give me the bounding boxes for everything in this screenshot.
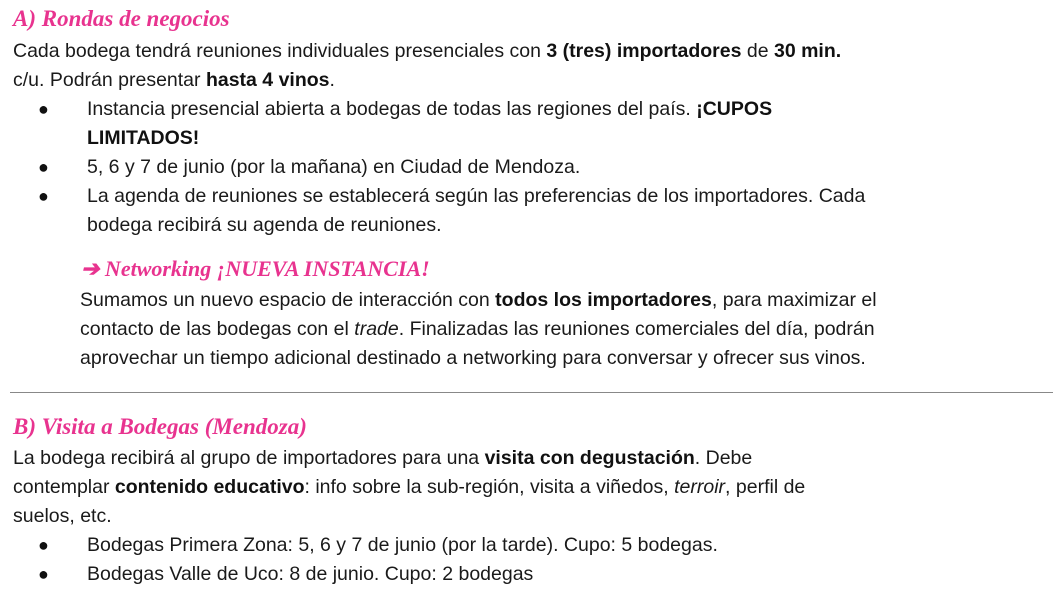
text-run: Instancia presencial abierta a bodegas de todas las regiones del país. bbox=[87, 98, 697, 120]
section-divider bbox=[10, 392, 1053, 393]
section-b-bullet-1: Bodegas Primera Zona: 5, 6 y 7 de junio (por la tarde). Cupo: 5 bodegas. bbox=[87, 534, 718, 556]
text-run: : info sobre la sub-región, visita a viñedos, bbox=[304, 476, 675, 498]
bullet-marker: ● bbox=[38, 186, 49, 206]
text-run: Sumamos un nuevo espacio de interacción con bbox=[80, 289, 496, 311]
text-run: La bodega recibirá al grupo de importadores para una bbox=[13, 447, 485, 469]
text-run: Cada bodega tendrá reuniones individuales presenciales con bbox=[13, 40, 547, 62]
section-b-intro-line-2 bbox=[13, 473, 805, 502]
section-a-bullet-1-line-1 bbox=[87, 95, 772, 124]
text-run: . Finalizadas las reuniones comerciales del día, podrán bbox=[398, 318, 875, 340]
bold-run: contenido educativo bbox=[114, 476, 305, 498]
networking-line-1 bbox=[80, 286, 877, 315]
bold-run: visita con degustación bbox=[484, 447, 695, 469]
text-run: , para maximizar el bbox=[711, 289, 877, 311]
bullet-marker: ● bbox=[38, 564, 49, 584]
bold-run: LIMITADOS! bbox=[87, 127, 200, 149]
section-b-intro-line-3: suelos, etc. bbox=[13, 505, 112, 527]
networking-line-2 bbox=[80, 315, 875, 344]
section-b-heading: B) Visita a Bodegas (Mendoza) bbox=[13, 414, 307, 439]
text-run: . Debe bbox=[694, 447, 753, 469]
networking-line-3: aprovechar un tiempo adicional destinado a networking para conversar y ofrecer sus vinos. bbox=[80, 347, 866, 369]
section-a-bullet-3-line-1: La agenda de reuniones se establecerá según las preferencias de los importadores. Cada bbox=[87, 185, 866, 207]
italic-run: trade bbox=[354, 318, 399, 340]
bold-run: hasta 4 vinos bbox=[205, 69, 330, 91]
text-run: . bbox=[329, 69, 335, 91]
text-run: de bbox=[741, 40, 774, 62]
section-b-intro-line-1 bbox=[13, 444, 752, 473]
bullet-marker: ● bbox=[38, 535, 49, 555]
networking-heading: ➔ Networking ¡NUEVA INSTANCIA! bbox=[81, 256, 430, 281]
bold-run: ¡CUPOS bbox=[696, 98, 773, 120]
section-a-bullet-1-line-2 bbox=[87, 124, 199, 153]
section-a-bullet-2: 5, 6 y 7 de junio (por la mañana) en Ciudad de Mendoza. bbox=[87, 156, 581, 178]
bold-run: 30 min. bbox=[773, 40, 842, 62]
section-a-intro-line-2 bbox=[13, 66, 335, 95]
text-run: contemplar bbox=[13, 476, 115, 498]
section-a-intro-line-1 bbox=[13, 37, 841, 66]
text-run: c/u. Podrán presentar bbox=[13, 69, 206, 91]
text-run: , perfil de bbox=[725, 476, 806, 498]
bullet-marker: ● bbox=[38, 157, 49, 177]
section-b-bullet-2: Bodegas Valle de Uco: 8 de junio. Cupo: 2 bodegas bbox=[87, 563, 534, 585]
bold-run: todos los importadores bbox=[495, 289, 712, 311]
text-run: contacto de las bodegas con el bbox=[80, 318, 355, 340]
bullet-marker: ● bbox=[38, 99, 49, 119]
section-a-bullet-3-line-2: bodega recibirá su agenda de reuniones. bbox=[87, 214, 442, 236]
section-a-heading: A) Rondas de negocios bbox=[13, 6, 230, 31]
bold-run: 3 (tres) importadores bbox=[546, 40, 742, 62]
italic-run: terroir bbox=[674, 476, 726, 498]
